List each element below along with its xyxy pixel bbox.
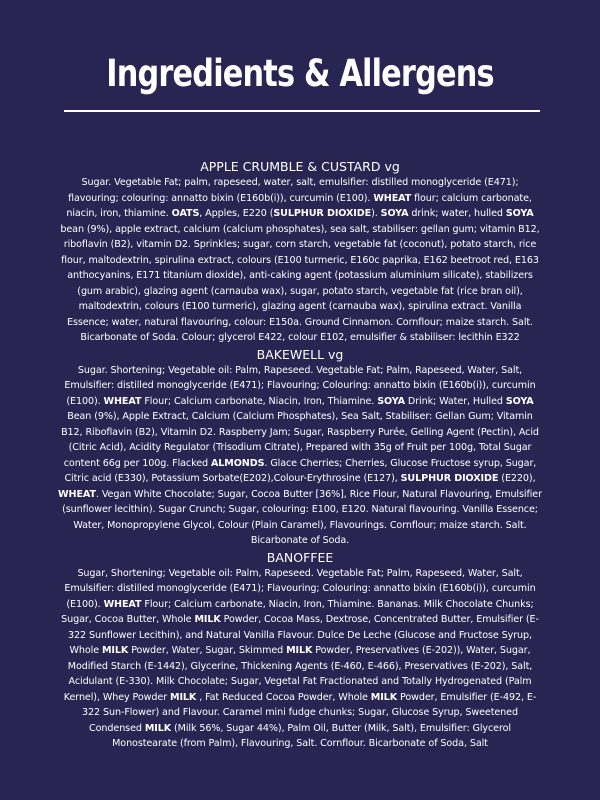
allergen-highlight: SULPHUR DIOXIDE bbox=[400, 473, 499, 484]
ingredient-text: Bean (9%), Apple Extract, Calcium (Calcium Phosphates), Sea Salt, Stabiliser: Gellan Gum; Vitamin B12, Riboflavin (B2), Vitamin D2. Raspberry Jam; Sugar, Raspberry Purée, Gelling Agent (Pectin), Acid (Citric Acid), Acidity Regulator (Trisodium Citrate), Prepared with 35g of Fruit per 100g, Total Sugar content 66g per 100g. Flacked bbox=[61, 411, 539, 469]
section-banoffee bbox=[58, 549, 542, 752]
ingredient-text: Flour; Calcium carbonate, Niacin, Iron, Thiamine. Bananas. Milk Chocolate Chunks; Sugar, Cocoa Butter, Whole bbox=[61, 598, 534, 625]
ingredient-text: . Glace Cherries; Cherries, Glucose Fructose syrup, Sugar, Citric acid (E330), Potassium Sorbate(E202),Colour-Erythrosine (E127), bbox=[64, 457, 537, 484]
ingredient-text: bean (9%), apple extract, calcium (calcium phosphates), sea salt, stabiliser: gellan gum; vitamin B12, riboflavin (B2), vitamin D2. Sprinkles; sugar, corn starch, vegetable fat (coconut), potato starch, rice flour, maltodextrin, spirulina extract, colours (E100 turmeric, E160c paprika, E162 beetroot red, E163 anthocyanins, E171 titanium dioxide), anti-caking agent (potassium aluminium silicate), stabilizers (gum arabic), glazing agent (carnauba wax), sugar, potato starch, vegetable fat (rice bran oil), maltodextrin, colours (E100 turmeric), glazing agent (carnauba wax), spirulina extract. Vanilla Essence; water, natural flavouring, colour: E150a. Ground Cinnamon. Cornflour; maize starch. Salt. Bicarbonate of Soda. Colour; glycerol E422, colour E102, emulsifier & stabiliser: lecithin E322 bbox=[60, 223, 540, 343]
allergen-highlight: MILK bbox=[370, 691, 398, 703]
allergen-highlight: ALMONDS bbox=[210, 457, 265, 469]
allergen-highlight: MILK bbox=[194, 614, 221, 625]
allergen-highlight: MILK bbox=[101, 645, 129, 656]
ingredient-text: (Milk 56%, Sugar 44%), Palm Oil, Butter (Milk, Salt), Emulsifier: Glycerol Monostearate (from Palm), Flavouring, Salt. Cornflour. Bicarbonate of Soda, Salt bbox=[112, 722, 511, 749]
section-ingredients bbox=[58, 566, 542, 752]
title-divider bbox=[64, 110, 540, 112]
section-bakewell bbox=[58, 346, 542, 549]
ingredient-text: Sugar. Shortening; Vegetable oil: Palm, Rapeseed. Vegetable Fat; Palm, Rapeseed, Water, Salt, Emulsifier: distilled monoglyceride (E471); Flavouring; Colouring: annatto bixin (E160b(i)), curcumin (E100). bbox=[64, 364, 536, 407]
ingredient-text: flour; calcium carbonate, niacin, iron, thiamine. bbox=[66, 192, 532, 219]
section-apple-crumble bbox=[58, 158, 542, 346]
ingredient-text: Powder, Cocoa Mass, Dextrose, Concentrated Butter, Emulsifier (E-322 Sunflower Lecithin), and Natural Vanilla Flavour. Dulce De Leche (Glucose and Fructose Syrup, Whole bbox=[68, 614, 539, 656]
allergen-highlight: SOYA bbox=[505, 395, 534, 407]
ingredient-text: . Vegan White Chocolate; Sugar, Cocoa Butter [36%], Rice Flour, Natural Flavouring, Emulsifier (sunflower lecithin). Sugar Crunch; Sugar, colouring: E100, E120. Natural flavouring. Vanilla Essence; Water, Monopropylene Glycol, Colour (Plain Caramel), Flavourings. Cornflour; maize starch. Salt. Bicarbonate of Soda. bbox=[62, 488, 542, 546]
allergen-highlight: MILK bbox=[170, 691, 197, 703]
allergen-highlight: WHEAT bbox=[103, 598, 142, 610]
ingredient-text: Sugar. Vegetable Fat; palm, rapeseed, water, salt, emulsifier: distilled monoglyceride (E471); flavouring; colouring: annatto bixin (E160b(i)), curcumin (E100). bbox=[68, 177, 519, 204]
allergen-highlight: WHEAT bbox=[58, 488, 96, 500]
ingredient-text: drink; water, hulled bbox=[408, 208, 506, 219]
ingredient-text: Flour; Calcium carbonate, Niacin, Iron, Thiamine. bbox=[141, 395, 378, 407]
ingredients-list bbox=[58, 158, 542, 752]
allergen-highlight: MILK bbox=[286, 645, 313, 656]
ingredient-text: (E220), bbox=[498, 473, 536, 484]
ingredient-text: Drink; Water, Hulled bbox=[404, 395, 506, 407]
allergen-highlight: SOYA bbox=[380, 208, 409, 219]
ingredient-text: Powder, Preservatives (E-202)), Water, Sugar, Modified Starch (E-1442), Glycerine, Thickening Agents (E-460, E-466), Preservatives (E-202), Salt, Acidulant (E-330). Milk Chocolate; Sugar, Vegetal Fat Fractionated and Totally Hydrogenated (Palm Kernel), Whey Powder bbox=[63, 645, 533, 703]
section-ingredients bbox=[58, 175, 542, 346]
allergen-highlight: WHEAT bbox=[103, 395, 142, 407]
section-ingredients bbox=[58, 363, 542, 549]
page-title: Ingredients & Allergens bbox=[106, 52, 494, 95]
allergen-highlight: SULPHUR DIOXIDE bbox=[273, 208, 372, 219]
section-heading: BANOFFEE bbox=[266, 549, 334, 565]
ingredient-text: Powder, Emulsifier (E-492, E-322 Sun-Flower) and Flavour. Caramel mini fudge chunks; Sugar, Glucose Syrup, Sweetened Condensed bbox=[82, 691, 537, 734]
section-heading: APPLE CRUMBLE & CUSTARD vg bbox=[200, 159, 400, 174]
ingredient-text: ). bbox=[371, 208, 381, 219]
ingredient-text: Sugar, Shortening; Vegetable oil: Palm, Rapeseed. Vegetable Fat; Palm, Rapeseed, Water, Salt, Emulsifier: distilled monoglyceride (E471); Flavouring; Colouring: annatto bixin (E160b(i)), curcumin (E100). bbox=[64, 567, 536, 610]
ingredient-text: , Fat Reduced Cocoa Powder, Whole bbox=[196, 691, 371, 703]
allergen-highlight: OATS bbox=[171, 208, 200, 219]
allergen-highlight: WHEAT bbox=[373, 192, 412, 204]
ingredient-text: , Apples, E220 ( bbox=[199, 208, 274, 219]
allergen-highlight: SOYA bbox=[377, 395, 405, 407]
ingredient-text: Powder, Water, Sugar, Skimmed bbox=[128, 645, 287, 656]
section-heading: BAKEWELL vg bbox=[256, 346, 344, 362]
allergen-highlight: MILK bbox=[144, 722, 172, 734]
allergen-highlight: SOYA bbox=[505, 208, 534, 219]
